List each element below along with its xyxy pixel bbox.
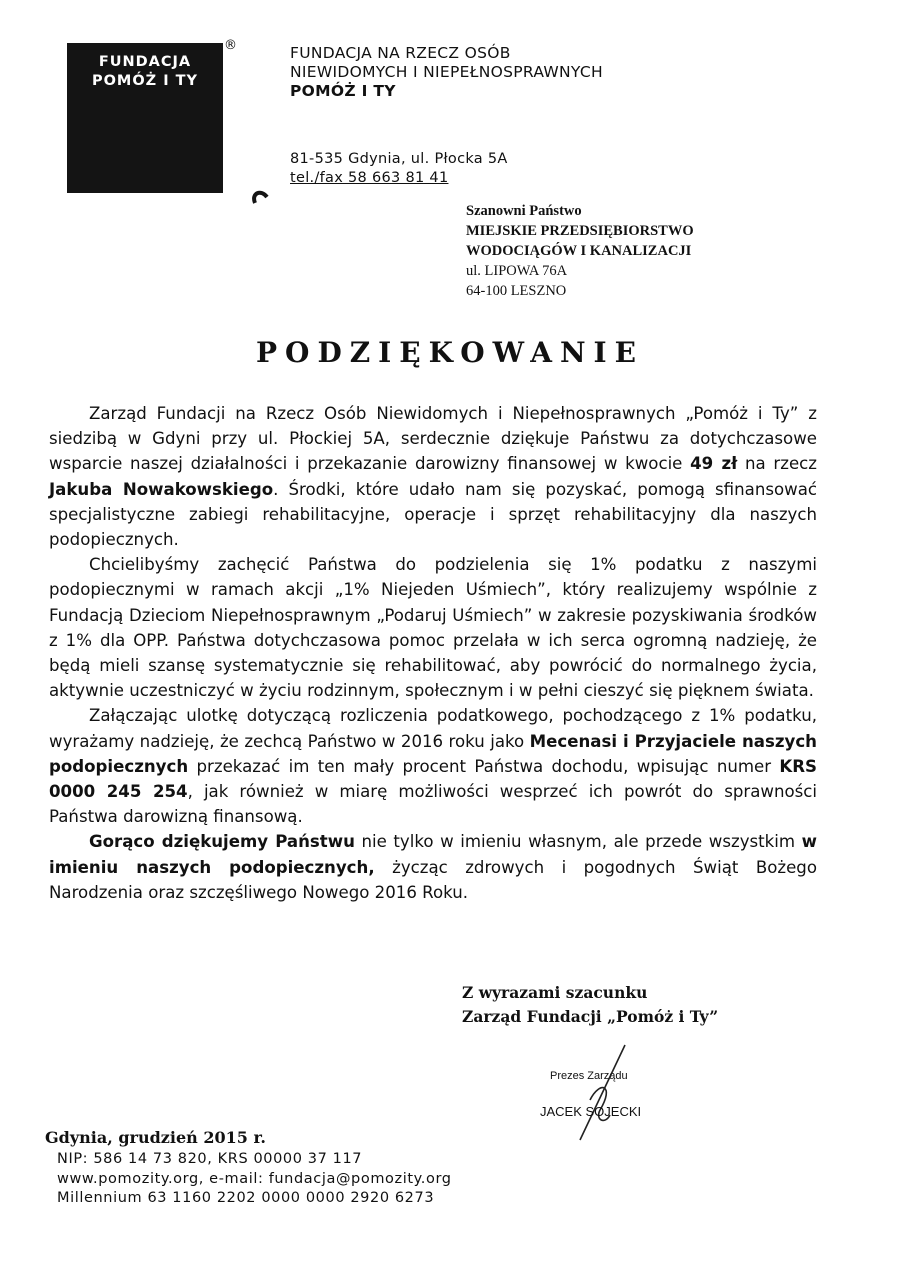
paragraph-3: Załączając ulotkę dotyczącą rozliczenia podatkowego, pochodzącego z 1% podatku, wyrażamy nadzieję, że zechcą Państwo w 2016 roku jako Mecenasi i Przyjaciele naszych podopiecznych przekazać im ten mały procent Państwa dochodu, wpisując numer KRS 0000 245 254, jak również w miarę możliwości wesprzeć ich powrót do sprawności Państwa darowizną finansową. xyxy=(49,706,817,827)
place-and-date: Gdynia, grudzień 2015 r. xyxy=(45,1128,266,1147)
signatory-name: JACEK SOJECKI xyxy=(540,1104,642,1119)
recipient-salutation: Szanowni Państwo xyxy=(466,203,582,219)
recipient-name-line2: WODOCIĄGÓW I KANALIZACJI xyxy=(466,243,692,259)
recipient-street: ul. LIPOWA 76A xyxy=(466,263,568,279)
signature-icon xyxy=(560,1040,640,1150)
foundation-name-line1: FUNDACJA NA RZECZ OSÓB xyxy=(290,44,511,62)
recipient-city: 64-100 LESZNO xyxy=(466,283,567,299)
registered-mark: ® xyxy=(224,38,237,53)
logo-text: FUNDACJA POMÓŻ I TY xyxy=(91,54,199,89)
paragraph-4: Gorąco dziękujemy Państwu nie tylko w imieniu własnym, ale przede wszystkim w imieniu naszych podopiecznych, życząc zdrowych i pogodnych Świąt Bożego Narodzenia oraz szczęśliwego Nowego 2016 Roku. xyxy=(49,832,817,902)
foundation-name-line3: POMÓŻ I TY xyxy=(290,82,396,100)
closing-line1: Z wyrazami szacunku xyxy=(462,983,648,1002)
paragraph-1: Zarząd Fundacji na Rzecz Osób Niewidomych i Niepełnosprawnych „Pomóż i Ty” z siedzibą w Gdyni przy ul. Płockiej 5A, serdecznie dziękuje Państwu za dotychczasowe wsparcie naszej działalności i przekazanie darowizny finansowej w kwocie 49 zł na rzecz Jakuba Nowakowskiego. Środki, które udało nam się pozyskać, pomogą sfinansować specjalistyczne zabiegi rehabilitacyjne, operacje i sprzęt rehabilitacyjny dla naszych podopiecznych. xyxy=(49,404,818,550)
foundation-phone: tel./fax 58 663 81 41 xyxy=(290,170,449,186)
recipient-name-line1: MIEJSKIE PRZEDSIĘBIORSTWO xyxy=(466,223,694,239)
foundation-logo xyxy=(67,43,223,193)
paragraph-2: Chcielibyśmy zachęcić Państwa do podzielenia się 1% podatku z naszymi podopiecznymi w ramach akcji „1% Niejeden Uśmiech”, który realizujemy wspólnie z Fundacją Dzieciom Niepełnosprawnym „Podaruj Uśmiech” w zakresie pozyskiwania środków z 1% dla OPP. Państwa dotychczasowa pomoc przelała w ich serca ogromną nadzieję, że będą mieli szansę systematycznie się rehabilitować, aby powrócić do normalnego życia, aktywnie uczestniczyć w życiu rodzinnym, społecznym i w pełni cieszyć się pięknem świata. xyxy=(49,555,817,701)
letter-body xyxy=(49,401,817,905)
footer-bank-account: Millennium 63 1160 2202 0000 0000 2920 6273 xyxy=(57,1190,435,1206)
footer-web-email: www.pomozity.org, e-mail: fundacja@pomozity.org xyxy=(57,1171,452,1187)
donation-amount: 49 zł xyxy=(690,454,738,474)
foundation-address: 81-535 Gdynia, ul. Płocka 5A xyxy=(290,151,508,167)
signatory-role: Prezes Zarządu xyxy=(550,1070,628,1082)
footer-nip-krs: NIP: 586 14 73 820, KRS 00000 37 117 xyxy=(57,1151,363,1167)
closing-line2: Zarząd Fundacji „Pomóż i Ty” xyxy=(462,1007,719,1026)
beneficiary-name: Jakuba Nowakowskiego xyxy=(49,479,274,499)
foundation-name-line2: NIEWIDOMYCH I NIEPEŁNOSPRAWNYCH xyxy=(290,63,603,81)
krs-number: KRS 0000 245 254 xyxy=(49,756,817,802)
closing-block xyxy=(462,981,718,1029)
letter-title: PODZIĘKOWANIE xyxy=(256,336,644,369)
